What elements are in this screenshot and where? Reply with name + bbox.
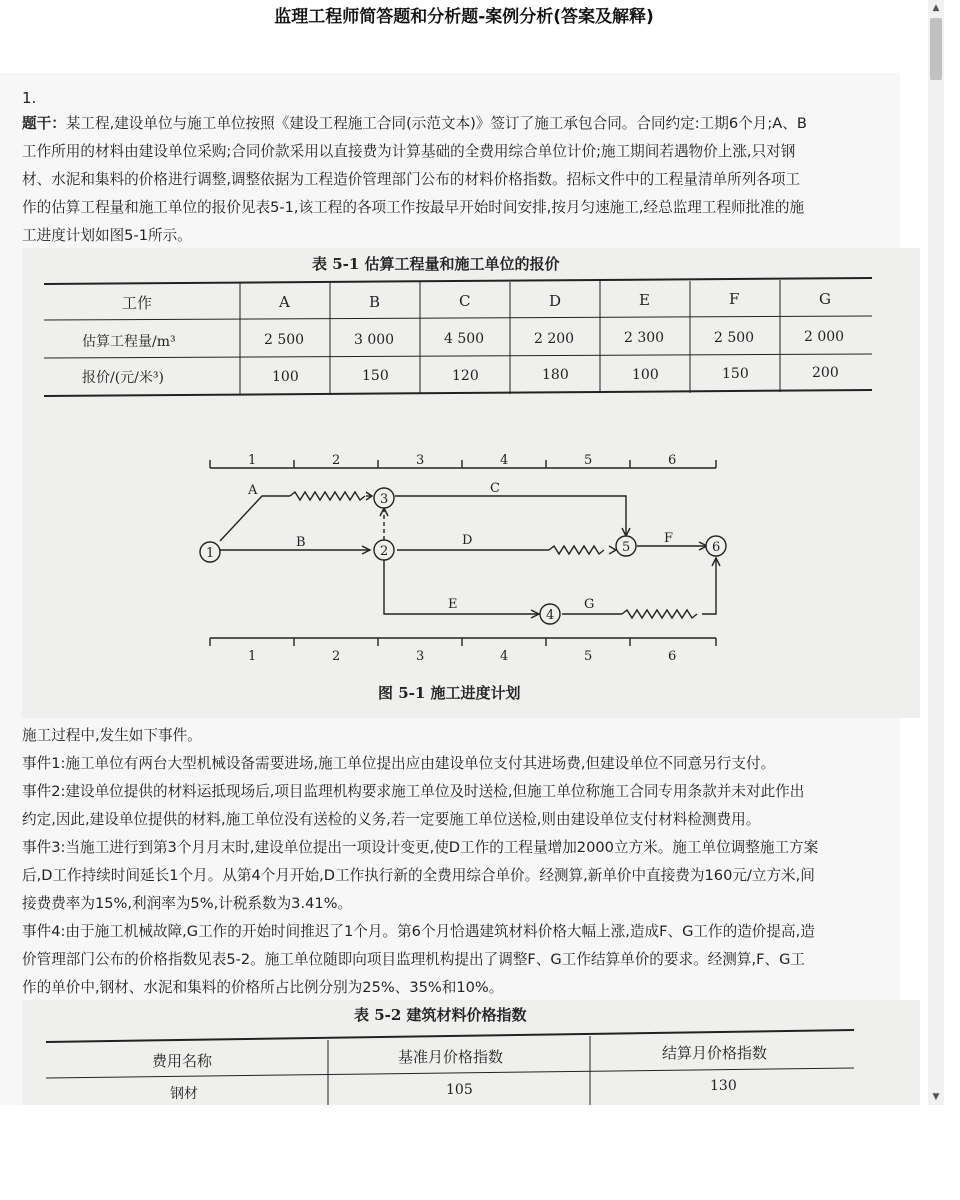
events-intro: 施工过程中,发生如下事件。: [22, 727, 202, 744]
top-scale-5: 5: [584, 453, 593, 468]
table1-row2-b: 150: [362, 368, 389, 384]
stem-line-3: 材、水泥和集料的价格进行调整,调整依据为工程造价管理部门公布的材料价格指数。招标文件中的工程量清单所列各项工: [22, 171, 801, 188]
scanned-table-figure-image: [22, 248, 920, 718]
table2-header-base: 基准月价格指数: [398, 1048, 504, 1066]
table1-row1-e: 2 300: [624, 330, 665, 346]
bottom-blank-area: [0, 1105, 960, 1200]
table2-caption: 表 5-2 建筑材料价格指数: [354, 1006, 527, 1024]
table1-header-a: A: [279, 293, 290, 311]
node-6: 6: [712, 540, 721, 555]
node-2: 2: [380, 544, 389, 559]
table1-row1-g: 2 000: [804, 329, 845, 345]
activity-e-label: E: [448, 597, 458, 612]
table1-row2-g: 200: [812, 365, 839, 381]
scanned-table2-image: [22, 1000, 920, 1105]
question-number: 1.: [22, 89, 37, 107]
page-title: 监理工程师简答题和分析题-案例分析(答案及解释): [274, 7, 654, 27]
figure1-caption: 图 5-1 施工进度计划: [378, 684, 521, 702]
event-4-line-3: 作的单价中,钢材、水泥和集料的价格所占比例分别为25%、35%和10%。: [22, 979, 504, 996]
top-scale-2: 2: [332, 453, 341, 468]
table1-header-work: 工作: [122, 294, 153, 312]
vertical-scrollbar[interactable]: [928, 0, 944, 1105]
table1-row1-b: 3 000: [354, 332, 395, 348]
events-text: [22, 722, 890, 1002]
activity-f-label: F: [664, 531, 674, 546]
table1-header-b: B: [369, 293, 381, 311]
event-4-line-1: 事件4:由于施工机械故障,G工作的开始时间推迟了1个月。第6个月恰遇建筑材料价格大幅上涨,造成F、G工作的造价提高,造: [22, 923, 815, 940]
event-3-line-1: 事件3:当施工进行到第3个月月末时,建设单位提出一项设计变更,使D工作的工程量增加2000立方米。施工单位调整施工方案: [22, 839, 819, 856]
event-3-line-2: 后,D工作持续时间延长1个月。从第4个月开始,D工作执行新的全费用综合单价。经测算,新单价中直接费为160元/立方米,间: [22, 867, 815, 884]
activity-c-label: C: [490, 481, 500, 496]
node-4: 4: [546, 608, 555, 623]
node-1: 1: [206, 546, 215, 561]
table1-header-d: D: [549, 292, 562, 310]
table2-header-name: 费用名称: [152, 1052, 213, 1070]
table2-row1-settle: 130: [710, 1078, 737, 1094]
event-2-line-1: 事件2:建设单位提供的材料运抵现场后,项目监理机构要求施工单位及时送检,但施工单位称施工合同专用条款并未对此作出: [22, 783, 805, 800]
activity-b-label: B: [296, 535, 306, 550]
table1-row2-label: 报价/(元/米³): [82, 370, 164, 386]
scrollbar-thumb[interactable]: [930, 18, 942, 80]
table1-row1-label: 估算工程量/m³: [82, 334, 176, 350]
top-scale-6: 6: [668, 453, 677, 468]
bottom-scale-6: 6: [668, 649, 677, 664]
table2-svg: [22, 1000, 920, 1105]
stem-line-2: 工作所用的材料由建设单位采购;合同价款采用以直接费为计算基础的全费用综合单位计价;施工期间若遇物价上涨,只对钢: [22, 143, 796, 160]
table1-row2-d: 180: [542, 367, 569, 383]
table1-row1-d: 2 200: [534, 331, 575, 347]
stem-line-1: 题干：某工程,建设单位与施工单位按照《建设工程施工合同(示范文本)》签订了施工承包合同。合同约定:工期6个月;A、B: [22, 115, 807, 132]
top-scale-3: 3: [416, 453, 425, 468]
table1-header-f: F: [729, 290, 740, 308]
table1-row1-f: 2 500: [714, 330, 755, 346]
table1-row2-a: 100: [272, 369, 299, 385]
event-1: 事件1:施工单位有两台大型机械设备需要进场,施工单位提出应由建设单位支付其进场费,但建设单位不同意另行支付。: [22, 755, 776, 772]
table1-row2-c: 120: [452, 368, 479, 384]
stem-label: 题干：: [22, 115, 66, 132]
event-2-line-2: 约定,因此,建设单位提供的材料,施工单位没有送检的义务,若一定要施工单位送检,则由建设单位支付材料检测费用。: [22, 811, 761, 828]
table2-header-settle: 结算月价格指数: [662, 1044, 768, 1062]
table1-row2-e: 100: [632, 367, 659, 383]
table1-header-c: C: [459, 292, 471, 310]
table1-figure1-svg: [22, 248, 920, 718]
event-3-line-3: 接费费率为15%,利润率为5%,计税系数为3.41%。: [22, 895, 353, 912]
table2-row1-base: 105: [446, 1082, 473, 1098]
table1-caption: 表 5-1 估算工程量和施工单位的报价: [312, 255, 560, 273]
network-diagram: [200, 460, 726, 646]
node-3: 3: [380, 492, 389, 507]
scroll-down-icon[interactable]: ▼: [932, 1092, 940, 1102]
table1-row2-f: 150: [722, 366, 749, 382]
table2-row1-name: 钢材: [170, 1086, 198, 1102]
activity-a-label: A: [248, 483, 258, 498]
stem-line-5: 工进度计划如图5-1所示。: [22, 227, 192, 244]
bottom-scale-3: 3: [416, 649, 425, 664]
event-4-line-2: 价管理部门公布的价格指数见表5-2。施工单位随即向项目监理机构提出了调整F、G工作结算单价的要求。经测算,F、G工: [22, 951, 805, 968]
bottom-scale-1: 1: [248, 649, 257, 664]
top-scale-4: 4: [500, 453, 509, 468]
table1-row1-c: 4 500: [444, 331, 485, 347]
bottom-scale-2: 2: [332, 649, 341, 664]
question-stem: [22, 110, 890, 250]
activity-g-label: G: [584, 597, 595, 612]
table1-header-g: G: [819, 290, 831, 308]
top-scale-1: 1: [248, 453, 257, 468]
activity-d-label: D: [462, 533, 473, 548]
bottom-scale-4: 4: [500, 649, 509, 664]
scroll-up-icon[interactable]: ▲: [932, 3, 940, 13]
bottom-scale-5: 5: [584, 649, 593, 664]
stem-line-4: 作的估算工程量和施工单位的报价见表5-1,该工程的各项工作按最早开始时间安排,按月匀速施工,经总监理工程师批准的施: [22, 199, 805, 216]
table1-row1-a: 2 500: [264, 332, 305, 348]
node-5: 5: [622, 540, 631, 555]
table1-header-e: E: [639, 291, 650, 309]
